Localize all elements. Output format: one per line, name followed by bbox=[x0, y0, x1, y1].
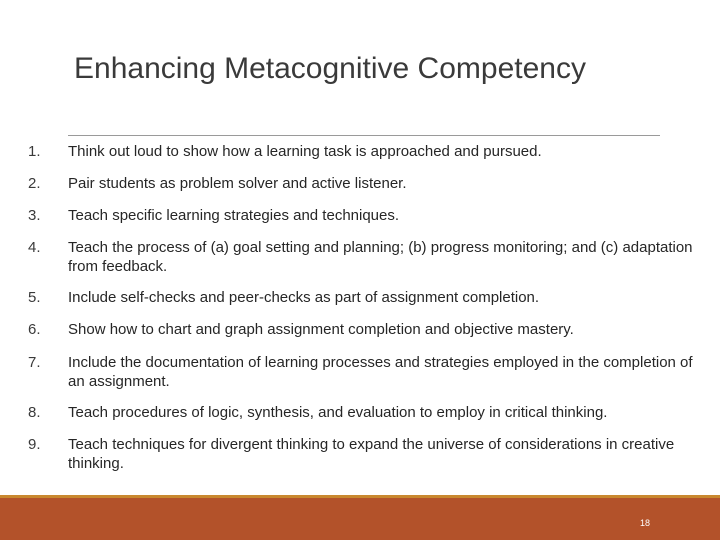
list-item-text: Include self-checks and peer-checks as part of assignment completion. bbox=[68, 289, 540, 306]
list-item-number: 2. bbox=[28, 175, 41, 192]
list-item-number: 9. bbox=[28, 436, 41, 453]
list-item-text: Teach the process of (a) goal setting and planning; (b) progress monitoring; and (c) adaptation from feedback. bbox=[68, 239, 693, 275]
page-number: 18 bbox=[640, 518, 651, 528]
slide-title: Enhancing Metacognitive Competency bbox=[74, 52, 586, 85]
list-item-number: 3. bbox=[28, 207, 41, 224]
list-item-number: 1. bbox=[28, 143, 41, 160]
list-item-text: Show how to chart and graph assignment completion and objective mastery. bbox=[68, 321, 574, 338]
list-item-text: Teach procedures of logic, synthesis, and evaluation to employ in critical thinking. bbox=[68, 404, 608, 421]
list-item-number: 4. bbox=[28, 239, 41, 256]
list-item-text: Teach techniques for divergent thinking to expand the universe of considerations in creative thinking. bbox=[68, 436, 675, 472]
list-item-text: Teach specific learning strategies and techniques. bbox=[68, 207, 400, 224]
list-item-number: 8. bbox=[28, 404, 41, 421]
list-item-text: Pair students as problem solver and active listener. bbox=[68, 175, 407, 192]
list-item-number: 6. bbox=[28, 321, 41, 338]
list-item-text: Think out loud to show how a learning task is approached and pursued. bbox=[68, 143, 542, 160]
list-item-number: 5. bbox=[28, 289, 41, 306]
list-item-number: 7. bbox=[28, 354, 41, 371]
footer-bar bbox=[0, 498, 720, 540]
list-item-text: Include the documentation of learning processes and strategies employed in the completion of an assignment. bbox=[68, 354, 693, 390]
